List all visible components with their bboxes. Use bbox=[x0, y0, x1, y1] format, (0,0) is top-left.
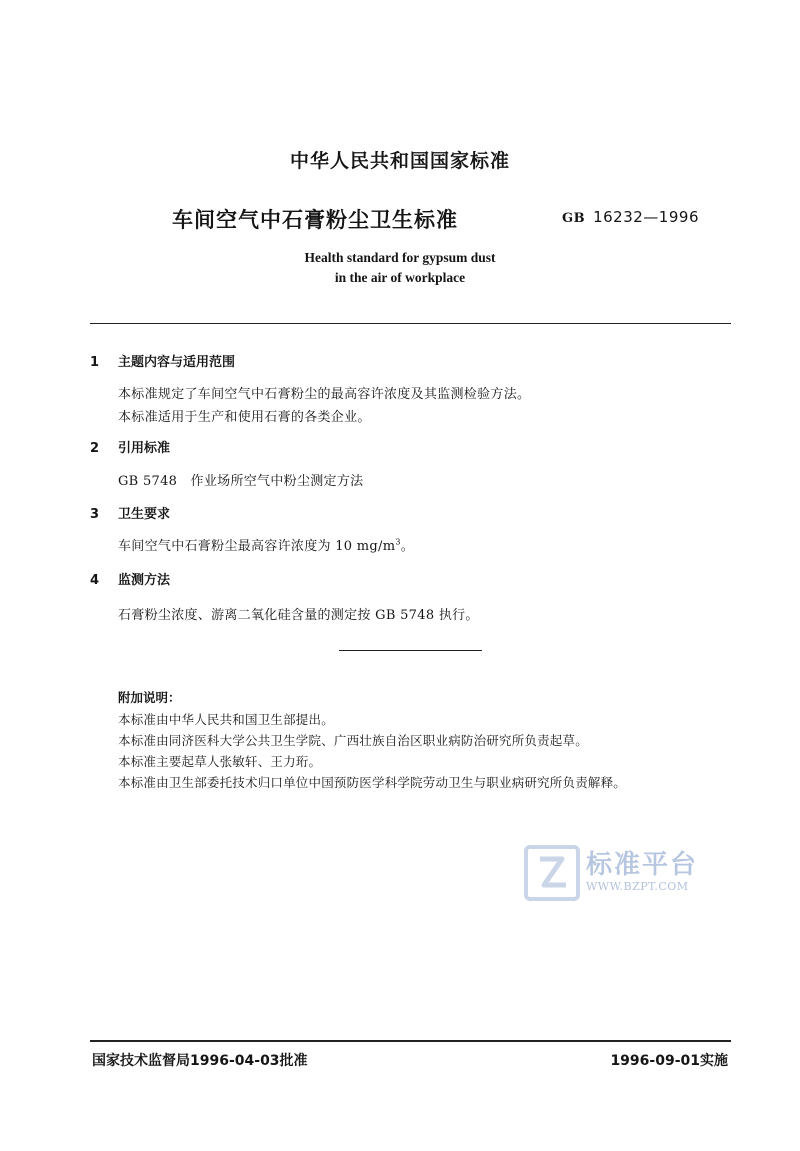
approval-date: 国家技术监督局1996-04-03批准 bbox=[92, 1053, 308, 1069]
note-line-2: 本标准由同济医科大学公共卫生学院、广西壮族自治区职业病防治研究所负责起草。 bbox=[118, 733, 588, 748]
title-en-line-2: in the air of workplace bbox=[334, 270, 466, 285]
standard-prefix: GB bbox=[562, 211, 586, 226]
title-en-line-1: Health standard for gypsum dust bbox=[304, 250, 496, 265]
requirement-end: 。 bbox=[400, 539, 415, 554]
section-number: 3 bbox=[90, 507, 100, 522]
section-2-heading bbox=[90, 437, 170, 456]
watermark-url: WWW.BZPT.COM bbox=[586, 880, 689, 893]
section-title: 监测方法 bbox=[118, 573, 171, 588]
section-number: 2 bbox=[90, 441, 100, 456]
standard-code: 16232—1996 bbox=[593, 208, 699, 226]
note-line-4: 本标准由卫生部委托技术归口单位中国预防医学科学院劳动卫生与职业病研究所负责解释。 bbox=[118, 775, 627, 790]
note-line-1: 本标准由中华人民共和国卫生部提出。 bbox=[118, 712, 334, 727]
section-4-line-1: 石膏粉尘浓度、游离二氧化硅含量的测定按 GB 5748 执行。 bbox=[118, 608, 479, 623]
section-3-line-1 bbox=[118, 535, 414, 554]
section-1-heading bbox=[90, 351, 235, 370]
section-title: 引用标准 bbox=[118, 441, 171, 456]
unit-superscript: 3 bbox=[395, 537, 401, 547]
body-end-divider bbox=[339, 650, 482, 651]
section-number: 4 bbox=[90, 573, 100, 588]
section-title: 主题内容与适用范围 bbox=[118, 355, 236, 370]
watermark-text: 标准平台 bbox=[586, 850, 699, 880]
section-1-line-1: 本标准规定了车间空气中石膏粉尘的最高容许浓度及其监测检验方法。 bbox=[118, 387, 531, 402]
note-line-3: 本标准主要起草人张敏轩、王力珩。 bbox=[118, 754, 322, 769]
section-3-heading bbox=[90, 503, 170, 522]
national-standard-heading: 中华人民共和国国家标准 bbox=[289, 150, 510, 172]
implementation-date: 1996-09-01实施 bbox=[610, 1053, 728, 1069]
section-title: 卫生要求 bbox=[118, 507, 171, 522]
section-4-heading bbox=[90, 569, 170, 588]
header-divider bbox=[90, 323, 731, 324]
standard-title-en bbox=[0, 248, 800, 288]
section-number: 1 bbox=[90, 355, 100, 370]
section-1-line-2: 本标准适用于生产和使用石膏的各类企业。 bbox=[118, 410, 371, 425]
footer-divider bbox=[90, 1040, 731, 1042]
standard-number bbox=[562, 208, 699, 226]
requirement-text: 车间空气中石膏粉尘最高容许浓度为 10 mg/m bbox=[118, 539, 396, 554]
watermark-logo-icon bbox=[522, 843, 582, 903]
section-2-line-1: GB 5748 作业场所空气中粉尘测定方法 bbox=[118, 474, 364, 489]
notes-title: 附加说明： bbox=[118, 690, 181, 705]
standard-title-zh: 车间空气中石膏粉尘卫生标准 bbox=[172, 208, 458, 232]
